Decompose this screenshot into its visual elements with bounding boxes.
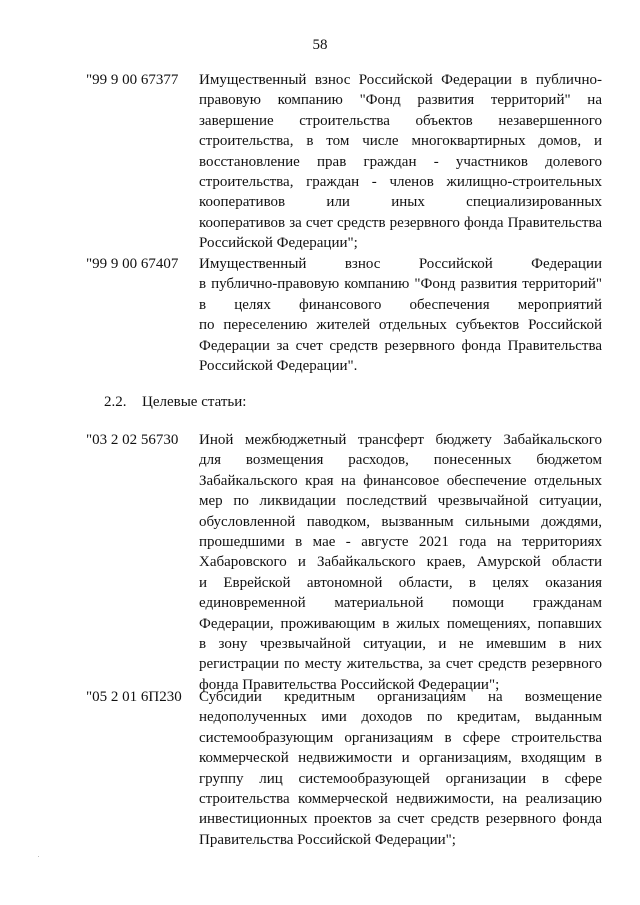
text-line: строительства коммерческой недвижимости, на реализацию xyxy=(199,790,602,807)
text-line: восстановление прав граждан - участников долевого xyxy=(199,153,602,170)
scan-artifact xyxy=(38,856,39,857)
text-line: завершение строительства объектов незавершенного xyxy=(199,112,602,129)
text-line: Иной межбюджетный трансферт бюджету Забайкальского xyxy=(199,432,602,448)
page-number: 58 xyxy=(312,37,328,53)
text-line: прошедшими в мае - августе 2021 года на территориях xyxy=(199,533,602,550)
budget-code: "05 2 01 6П230 xyxy=(86,689,182,705)
budget-code: "99 9 00 67377 xyxy=(86,72,179,88)
budget-code: "03 2 02 56730 xyxy=(86,432,179,448)
text-line: регистрации по месту жительства, за счет средств резервного xyxy=(199,656,602,673)
text-line: и Еврейской автономной области, в целях оказания xyxy=(199,574,602,591)
text-line: инвестиционных проектов за счет средств резервного фонда xyxy=(199,811,602,828)
text-line: Федерации за счет средств резервного фонда Правительства xyxy=(199,337,602,354)
text-line: по переселению жителей отдельных субъектов Российской xyxy=(199,317,602,334)
text-line: строительства, граждан - членов жилищно-строительных xyxy=(199,173,602,190)
text-line: единовременной материальной помощи гражданам xyxy=(199,595,602,612)
text-line: в целях финансового обеспечения мероприятий xyxy=(199,296,602,313)
text-line: Забайкальского края на финансовое обеспечение отдельных xyxy=(199,472,602,489)
section-number: 2.2. xyxy=(104,394,127,410)
text-line: обусловленной паводком, вызванным сильными дождями, xyxy=(199,513,602,530)
budget-code: "99 9 00 67407 xyxy=(86,256,179,272)
text-line: системообразующим организациям в сфере строительства xyxy=(199,729,602,746)
text-line: Российской Федерации"; xyxy=(199,235,358,252)
text-line: Хабаровского и Забайкальского краев, Амурской области xyxy=(199,554,602,571)
entry-description xyxy=(199,70,602,254)
text-line: мер по ликвидации последствий чрезвычайной ситуации, xyxy=(199,493,602,510)
text-line: в публично-правовую компанию "Фонд развития территорий" xyxy=(199,276,602,293)
text-line: правовую компанию "Фонд развития территорий" на xyxy=(199,92,602,109)
text-line: группу лиц системообразующей организации в сфере xyxy=(199,770,602,787)
text-line: строительства, в том числе многоквартирных домов, и xyxy=(199,133,602,150)
entry-description xyxy=(199,430,602,695)
text-line: коммерческой недвижимости и организациям, входящим в xyxy=(199,750,602,767)
text-line: кооперативов за счет средств резервного фонда Правительства xyxy=(199,214,602,231)
text-line: Имущественный взнос Российской Федерации в публично- xyxy=(199,72,602,88)
section-heading xyxy=(104,392,246,412)
text-line: кооперативов или иных специализированных xyxy=(199,194,602,211)
section-title: Целевые статьи: xyxy=(142,394,247,410)
text-line: Федерации, проживающим в жилых помещениях, попавших xyxy=(199,615,602,632)
entry-description xyxy=(199,254,602,376)
text-line: Субсидии кредитным организациям на возмещение xyxy=(199,689,602,705)
entry-description xyxy=(199,687,602,850)
text-line: Правительства Российской Федерации"; xyxy=(199,831,456,848)
text-line: Российской Федерации". xyxy=(199,357,358,374)
text-line: для возмещения расходов, понесенных бюджетом xyxy=(199,452,602,469)
text-line: недополученных ими доходов по кредитам, выданным xyxy=(199,709,602,726)
text-line: фонда Правительства Российской Федерации"; xyxy=(199,676,500,693)
text-line: Имущественный взнос Российской Федерации xyxy=(199,256,602,272)
text-line: в зону чрезвычайной ситуации, и не имевшим в них xyxy=(199,635,602,652)
